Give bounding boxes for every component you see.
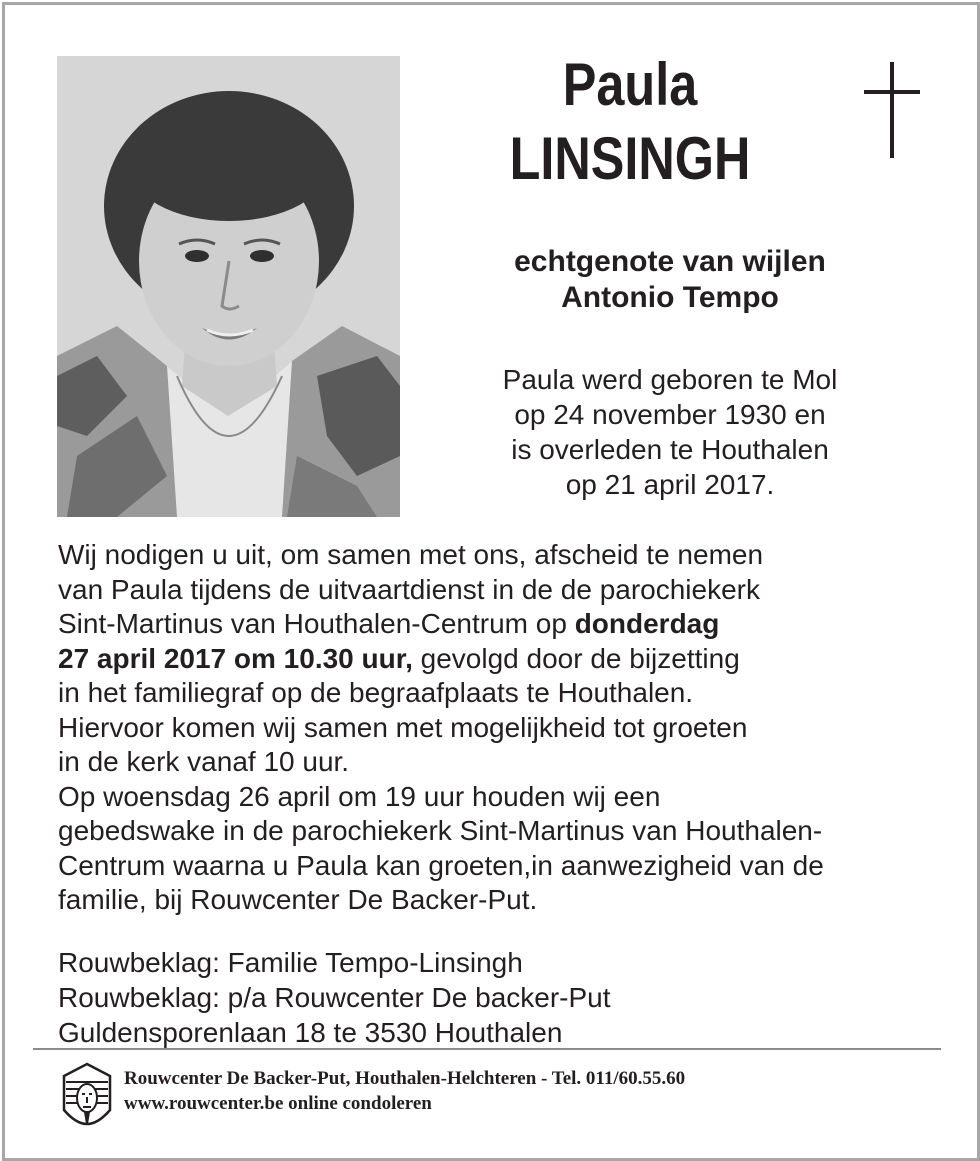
invitation-line: in het familiegraf op de begraafplaats te Houthalen. [58, 677, 694, 708]
invitation-line: in de kerk vanaf 10 uur. [58, 746, 350, 777]
birth-line: op 21 april 2017. [565, 469, 775, 500]
birth-line: op 24 november 1930 en [514, 399, 826, 430]
birth-death-info [440, 362, 900, 502]
deceased-first-name: Paula [562, 51, 698, 118]
footer-website-line: www.rouwcenter.be online condoleren [124, 1093, 432, 1114]
service-date-time: 27 april 2017 om 10.30 uur, [58, 642, 413, 674]
footer-company-line: Rouwcenter De Backer-Put, Houthalen-Helchteren - Tel. 011/60.55.60 [124, 1068, 686, 1089]
invitation-line: familie, bij Rouwcenter De Backer-Put. [58, 884, 538, 915]
spouse-info [440, 244, 900, 316]
condolence-line: Rouwbeklag: p/a Rouwcenter De backer-Put [58, 982, 611, 1013]
condolence-line: Guldensporenlaan 18 te 3530 Houthalen [58, 1017, 563, 1048]
footer-divider [33, 1048, 941, 1050]
invitation-line: van Paula tijdens de uitvaartdienst in de de parochiekerk [58, 573, 760, 605]
invitation-line [58, 607, 938, 642]
spouse-line-1: echtgenote van wijlen [514, 245, 826, 278]
invitation-text-regular: gevolgd door de bijzetting [412, 642, 740, 674]
birth-line: is overleden te Houthalen [511, 434, 829, 465]
portrait-photo [57, 56, 400, 517]
invitation-line: Wij nodigen u uit, om samen met ons, afscheid te nemen [58, 539, 764, 570]
condolence-addresses [58, 945, 938, 1050]
invitation-text [58, 538, 938, 918]
spouse-line-2: Antonio Tempo [561, 281, 779, 314]
invitation-line [58, 642, 938, 677]
footer-contact [124, 1066, 685, 1116]
service-day: donderdag [574, 608, 720, 639]
deceased-last-name: LINSINGH [509, 125, 751, 192]
pharaoh-logo-icon [58, 1062, 116, 1126]
cross-icon [862, 62, 924, 162]
invitation-text-regular: Sint-Martinus van Houthalen-Centrum op [58, 608, 575, 639]
invitation-line: Centrum waarna u Paula kan groeten,in aanwezigheid van de [58, 849, 824, 881]
condolence-line: Rouwbeklag: Familie Tempo-Linsingh [58, 947, 523, 978]
invitation-line: Op woensdag 26 april om 19 uur houden wij een [58, 780, 661, 812]
birth-line: Paula werd geboren te Mol [502, 364, 838, 395]
invitation-line: gebedswake in de parochiekerk Sint-Martinus van Houthalen- [58, 815, 823, 846]
invitation-line: Hiervoor komen wij samen met mogelijkheid tot groeten [58, 711, 748, 743]
